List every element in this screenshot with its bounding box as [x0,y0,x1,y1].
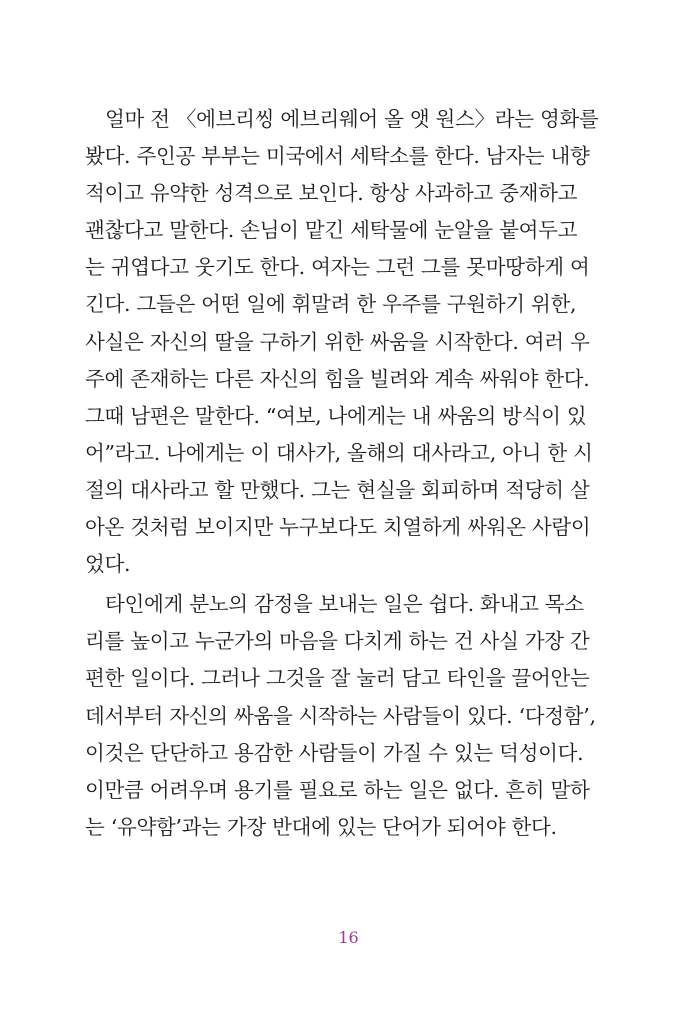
text-line: 봤다. 주인공 부부는 미국에서 세탁소를 한다. 남자는 내향 [85,144,590,169]
paragraph-1 [85,101,599,583]
text-line: 데서부터 자신의 싸움을 시작하는 사람들이 있다. ‘다정함’, [85,703,596,728]
text-line: 아온 것처럼 보이지만 누구보다도 치열하게 싸워온 사람이 [85,515,591,540]
text-line: 이만큼 어려우며 용기를 필요로 하는 일은 없다. 흔히 말하 [85,777,590,802]
text-line: 이것은 단단하고 용감한 사람들이 가질 수 있는 덕성이다. [85,740,584,765]
text-line: 어”라고. 나에게는 이 대사가, 올해의 대사라고, 아니 한 시 [85,440,593,465]
text-line: 괜찮다고 말한다. 손님이 맡긴 세탁물에 눈알을 붙여두고 [85,218,578,243]
text-line: 얼마 전 〈에브리씽 에브리웨어 올 앳 원스〉라는 영화를 [105,107,599,131]
text-line: 사실은 자신의 딸을 구하기 위한 싸움을 시작한다. 여러 우 [85,329,590,354]
page-number: 16 [338,928,359,947]
paragraph-2 [85,586,596,846]
text-line: 리를 높이고 누군가의 마음을 다치게 하는 건 사실 가장 간 [85,629,590,654]
body-text [85,101,599,846]
text-line: 그때 남편은 말한다. “여보, 나에게는 내 싸움의 방식이 있 [85,403,587,428]
text-line: 편한 일이다. 그러나 그것을 잘 눌러 담고 타인을 끌어안는 [85,666,590,691]
text-line: 적이고 유약한 성격으로 보인다. 항상 사과하고 중재하고 [85,181,578,206]
text-line: 긴다. 그들은 어떤 일에 휘말려 한 우주를 구원하기 위한, [85,292,577,317]
text-line: 는 ‘유약함’과는 가장 반대에 있는 단어가 되어야 한다. [85,814,557,839]
text-line: 절의 대사라고 할 만했다. 그는 현실을 회피하며 적당히 살 [85,477,590,502]
text-line: 는 귀엽다고 웃기도 한다. 여자는 그런 그를 못마땅하게 여 [85,255,590,280]
text-line: 타인에게 분노의 감정을 보내는 일은 쉽다. 화내고 목소 [105,592,584,617]
text-line: 었다. [85,552,131,577]
text-line: 주에 존재하는 다른 자신의 힘을 빌려와 계속 싸워야 한다. [85,366,590,391]
